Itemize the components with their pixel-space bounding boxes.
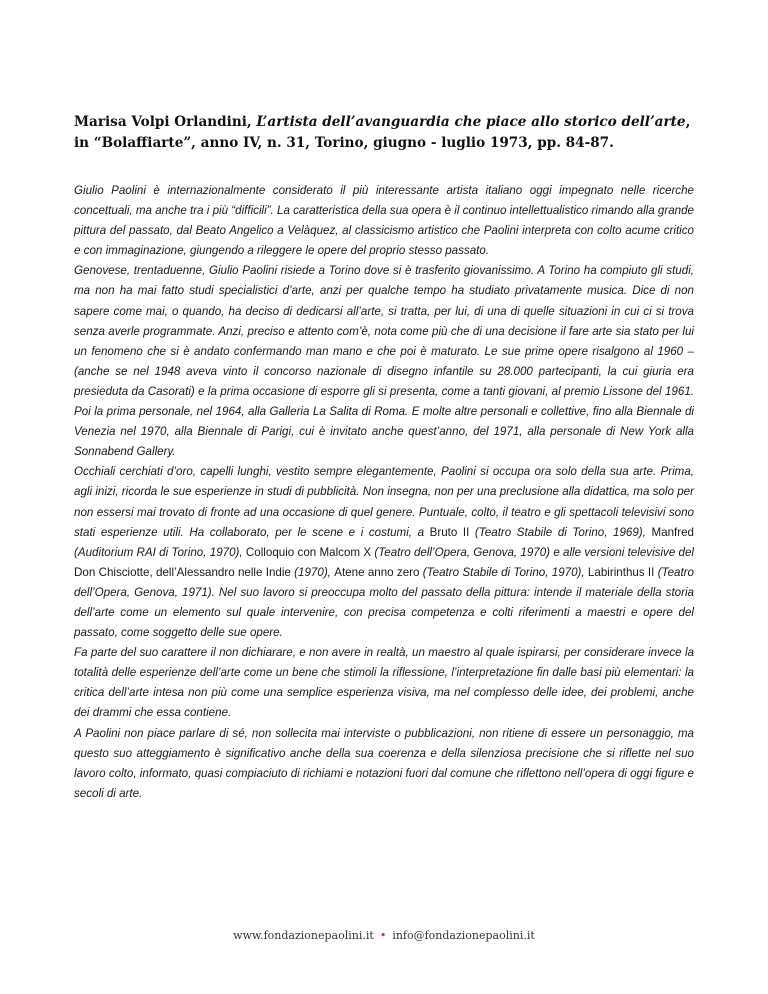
p3-text-b: (Teatro Stabile di Torino, 1969),	[469, 525, 652, 539]
footer-separator: •	[379, 929, 387, 942]
work-title: Don Chisciotte	[74, 565, 150, 579]
email-link[interactable]: info@fondazionepaolini.it	[392, 929, 535, 942]
paragraph-2: Genovese, trentaduenne, Giulio Paolini risiede a Torino dove si è trasferito giovanissimo. A Torino ha compiuto gli studi, ma non ha mai fatto studi specialistici d’arte, anzi per qualche tempo ha studiato privatamente musica. Dice di non sapere come mai, o quando, ha deciso di dedicarsi all’arte, si tratta, per lui, di una di quelle situazioni in cui ci si trova senza averle programmate. Anzi, preciso e attento com’è, nota come più che di una decisione il fare arte sia stato per lui un fenomeno che si è andato confermando man mano e che poi è maturato. Le sue prime opere risalgono al 1960 – (anche se nel 1948 aveva vinto il concorso nazionale di disegno infantile su 28.000 partecipanti, la cui giuria era presieduta da Casorati) e la prima occasione di esporre gli si presenta, come a tanti giovani, al premio Lissone del 1961. Poi la prima personale, nel 1964, alla Galleria La Salita di Roma. E molte altre personali e collettive, fino alla Biennale di Venezia nel 1970, alla Biennale di Parigi, cui è invitato anche quest’anno, del 1971, alla personale di New York alla Sonnabend Gallery.	[74, 264, 694, 459]
work-title: Atene anno zero	[334, 565, 420, 579]
paragraph-4: Fa parte del suo carattere il non dichiarare, e non avere in realtà, un maestro al quale ispirarsi, per considerare invece la totalità delle esperienze dell’arte come un bene che stimoli la riflessione, l’interpretazione fin dalle basi più elementari: la critica dell’arte intesa non più come una semplice esperienza visiva, ma nel complesso delle idee, dei problemi, anche dei drammi che essa contiene.	[74, 646, 694, 720]
work-title: Bruto II	[429, 525, 470, 539]
work-title: Alessandro nelle Indie	[176, 565, 291, 579]
article-title: L’artista dell’avanguardia che piace allo storico dell’arte	[256, 114, 686, 130]
citation-header	[74, 112, 704, 154]
article-body	[74, 181, 694, 804]
website-link[interactable]: www.fondazionepaolini.it	[233, 929, 374, 942]
p3-text-c: (Auditorium RAI di Torino, 1970),	[74, 545, 246, 559]
p3-text-d: (Teatro dell’Opera, Genova, 1970) e alle versioni televisive del	[371, 545, 695, 559]
p3-text-h: (Teatro dell’Opera, Genova, 1971). Nel suo lavoro si preoccupa molto del passato della pittura: intende il materiale della storia dell’arte come un elemento sul quale intervenire, con precisa competenza e colti riferimenti a maestri e opere del passato, come soggetto delle sue opere.	[74, 565, 694, 640]
p3-text-f: (1970),	[290, 565, 335, 579]
paragraph-3	[74, 462, 694, 643]
paragraph-1: Giulio Paolini è internazionalmente considerato il più interessante artista italiano oggi impegnato nelle ricerche concettuali, ma anche tra i più “difficili”. La caratteristica della sua opera è il continuo intellettualistico rimando alla grande pittura del passato, dal Beato Angelico a Velàquez, al classicismo artistico che Paolini interpreta con colto acume critico e con immaginazione, giungendo a rileggere le opere del proprio stesso passato.	[74, 184, 694, 258]
p3-text-e: , dell’	[149, 565, 177, 579]
page-footer	[0, 929, 768, 942]
citation-line-1	[74, 112, 704, 133]
title-comma: ,	[685, 114, 691, 130]
work-title: Labirinthus II	[587, 565, 655, 579]
p3-text-a: Occhiali cerchiati d’oro, capelli lunghi, vestito sempre elegantemente, Paolini si occupa ora solo della sua arte. Prima, agli inizi, ricorda le sue esperienze in studi di pubblicità. Non insegna, non per una preclusione alla didattica, ma solo per non essersi mai trovato di fronte ad una occasione di quel genere. Puntuale, colto, il teatro e gli spettacoli televisivi sono stati esperienze utili. Ha collaborato, per le scene e i costumi, a	[74, 465, 694, 539]
work-title: Manfred	[651, 525, 694, 539]
p3-text-g: (Teatro Stabile di Torino, 1970),	[419, 565, 588, 579]
work-title: Colloquio con Malcom X	[245, 545, 372, 559]
author-name: Marisa Volpi Orlandini,	[74, 114, 257, 130]
paragraph-5: A Paolini non piace parlare di sé, non sollecita mai interviste o pubblicazioni, non ritiene di essere un personaggio, ma questo suo atteggiamento è significativo anche della sua coerenza e della silenziosa precisione che si riflette nel suo lavoro colto, informato, quasi compiaciuto di richiami e notazioni fuori dal comune che riflettono nell’opera di oggi figure e secoli di arte.	[74, 726, 694, 800]
citation-line-2: in “Bolaffiarte”, anno IV, n. 31, Torino, giugno - luglio 1973, pp. 84-87.	[74, 135, 614, 151]
